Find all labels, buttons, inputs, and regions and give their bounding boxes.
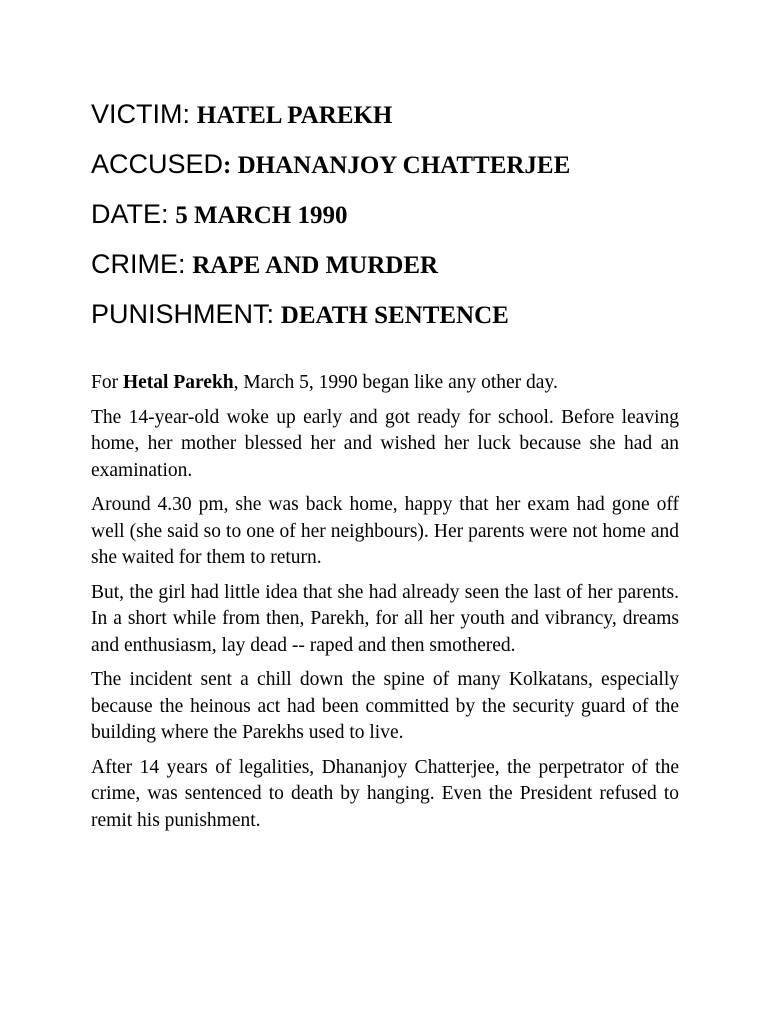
date-value: 5 MARCH 1990 [175,202,348,229]
crime-label: CRIME: [91,249,186,279]
document-page [91,90,679,834]
punishment-line [91,290,679,340]
article-body [91,370,679,834]
paragraph: The 14-year-old woke up early and got ready for school. Before leaving home, her mother blessed her and wished her luck because she had an examination. [91,406,679,481]
accused-label: ACCUSED [91,149,224,179]
crime-value: RAPE AND MURDER [192,252,439,279]
victim-value: HATEL PAREKH [196,102,393,129]
victim-label: VICTIM: [91,99,190,129]
intro-rest: , March 5, 1990 began like any other day. [233,372,558,393]
crime-line [91,240,679,290]
paragraph: The incident sent a chill down the spine of many Kolkatans, especially because the heinous act had been committed by the security guard of the building where the Parekhs used to live. [91,669,679,743]
date-line [91,190,679,240]
accused-value: : DHANANJOY CHATTERJEE [223,152,571,179]
paragraph: Around 4.30 pm, she was back home, happy that her exam had gone off well (she said so to one of her neighbours). Her parents were not home and she waited for them to return. [91,494,679,568]
victim-line [91,90,679,140]
date-label: DATE: [91,199,169,229]
accused-line [91,140,679,190]
punishment-label: PUNISHMENT: [91,299,275,329]
paragraph: But, the girl had little idea that she had already seen the last of her parents. In a short while from then, Parekh, for all her youth and vibrancy, dreams and enthusiasm, lay dead -- raped and then smothered. [91,581,679,656]
intro-name: Hetal Parekh [122,372,234,393]
intro-paragraph [91,370,679,397]
punishment-value: DEATH SENTENCE [280,302,509,329]
paragraph: After 14 years of legalities, Dhananjoy Chatterjee, the perpetrator of the crime, was sentenced to death by hanging. Even the President refused to remit his punishment. [91,756,679,831]
case-facts [91,90,679,340]
intro-prefix: For [91,372,123,393]
